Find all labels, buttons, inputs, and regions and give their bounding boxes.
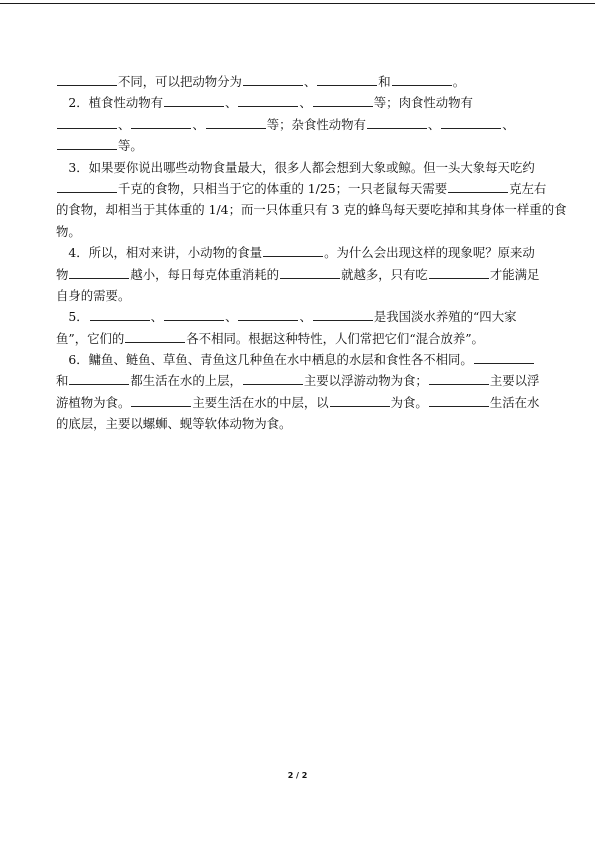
- answer-blank[interactable]: [448, 181, 508, 193]
- text-line: 千克的食物，只相当于它的体重的 1/25；一只老鼠每天需要 克左右: [56, 178, 540, 199]
- answer-blank[interactable]: [57, 74, 117, 86]
- header-rule: [0, 3, 595, 4]
- answer-blank[interactable]: [263, 245, 323, 257]
- answer-blank[interactable]: [429, 267, 489, 279]
- text-line: 鱼”，它们的 各不相同。根据这种特性，人们常把它们“混合放养”。: [56, 330, 484, 346]
- answer-blank[interactable]: [367, 117, 427, 129]
- text-line: 4．所以，相对来讲，小动物的食量 。为什么会出现这样的现象呢？原来动: [68, 245, 535, 261]
- answer-blank[interactable]: [164, 95, 224, 107]
- page-number: 2 / 2: [287, 771, 308, 780]
- text-line: 不同，可以把动物分为 、 和 。: [56, 71, 540, 92]
- document-body: [56, 71, 567, 435]
- answer-blank[interactable]: [243, 74, 303, 86]
- answer-blank[interactable]: [57, 138, 117, 150]
- answer-blank[interactable]: [238, 309, 298, 321]
- answer-blank[interactable]: [69, 373, 129, 385]
- text-line: 6．鳙鱼、鲢鱼、草鱼、青鱼这几种鱼在水中栖息的水层和食性各不相同。: [56, 349, 540, 370]
- text-line: 自身的需要。: [56, 287, 131, 303]
- answer-blank[interactable]: [131, 395, 191, 407]
- answer-blank[interactable]: [317, 74, 377, 86]
- text-line: 的食物，却相当于其体重的 1/4；而一只体重只有 3 克的蜂鸟每天要吃掉和其身体一样重的食: [56, 202, 567, 218]
- answer-blank[interactable]: [164, 309, 224, 321]
- answer-blank[interactable]: [69, 267, 129, 279]
- text-line: 的底层，主要以螺蛳、蚬等软体动物为食。: [56, 416, 292, 432]
- text-line: 、 、 等；杂食性动物有 、 、: [56, 114, 540, 135]
- answer-blank[interactable]: [313, 95, 373, 107]
- answer-blank[interactable]: [57, 117, 117, 129]
- text-line: 物 越小，每日每克体重消耗的 就越多，只有吃 才能满足: [56, 266, 540, 282]
- answer-blank[interactable]: [90, 309, 150, 321]
- answer-blank[interactable]: [313, 309, 373, 321]
- answer-blank[interactable]: [206, 117, 266, 129]
- answer-blank[interactable]: [330, 395, 390, 407]
- text-line: 5． 、 、 、 是我国淡水养殖的“四大家: [68, 309, 517, 325]
- text-line: 和 都生活在水的上层， 主要以浮游动物为食； 主要以浮: [56, 373, 540, 389]
- answer-blank[interactable]: [474, 352, 534, 364]
- answer-blank[interactable]: [238, 95, 298, 107]
- answer-blank[interactable]: [243, 373, 303, 385]
- answer-blank[interactable]: [429, 395, 489, 407]
- text-line: 游植物为食。 主要生活在水的中层，以 为食。 生活在水: [56, 394, 540, 410]
- answer-blank[interactable]: [441, 117, 501, 129]
- text-line: 3．如果要你说出哪些动物食量最大，很多人都会想到大象或鲸。但一头大象每天吃约: [68, 159, 535, 175]
- text-line: 等。: [56, 135, 540, 156]
- answer-blank[interactable]: [57, 181, 117, 193]
- answer-blank[interactable]: [392, 74, 452, 86]
- answer-blank[interactable]: [131, 117, 191, 129]
- answer-blank[interactable]: [125, 331, 185, 343]
- answer-blank[interactable]: [429, 373, 489, 385]
- answer-blank[interactable]: [280, 267, 340, 279]
- text-line: 2．植食性动物有 、 、 等；肉食性动物有: [68, 95, 473, 111]
- text-line: 物。: [56, 223, 81, 239]
